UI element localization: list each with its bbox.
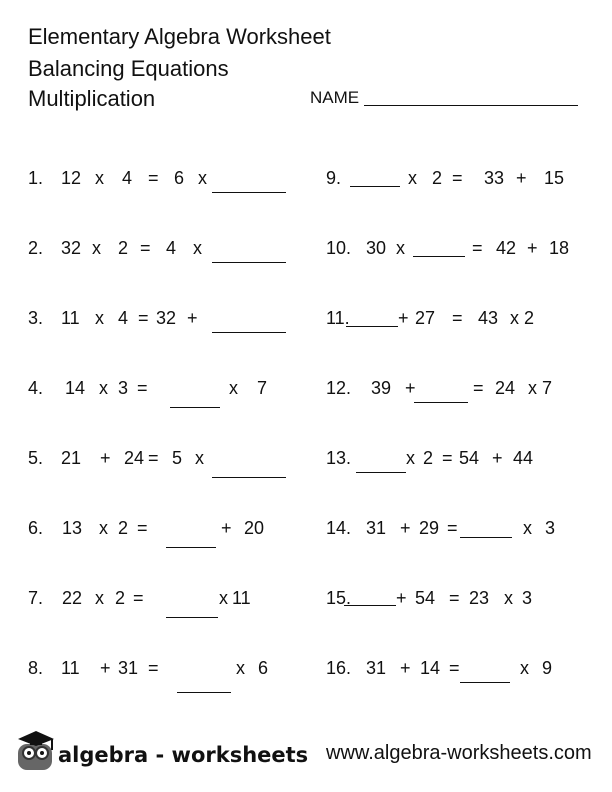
equation-term: 9 [542,658,553,678]
problem-number: 7. [28,588,44,608]
equation-term: 20 [244,518,265,538]
answer-blank[interactable] [212,192,286,193]
equation-term: 14 [65,378,86,398]
equation-term: 2 [118,238,129,258]
equation-term: 11 [61,658,80,678]
equation-term: 54 [415,588,436,608]
equation-term: 3 [118,378,129,398]
equation-term: 24 [495,378,516,398]
equation-term: 14 [420,658,441,678]
equation-term: x [236,658,245,678]
worksheet-subtitle: Balancing Equations [28,56,229,81]
equation-term: + [221,518,232,538]
equation-term: = [148,448,159,468]
problem-number: 10. [326,238,352,258]
problem-number: 15. [326,588,352,608]
equation-term: x [219,588,228,608]
equation-term: x [198,168,207,188]
equation-term: 3 [522,588,533,608]
equation-term: = [140,238,151,258]
equation-term: = [449,588,460,608]
equation-term: 6 [258,658,269,678]
answer-blank[interactable] [212,477,286,478]
equation-term: x [510,308,519,328]
equation-term: 23 [469,588,490,608]
equation-term: 24 [124,448,145,468]
problem-number: 14. [326,518,352,538]
equation-term: + [516,168,527,188]
equation-term: 2 [115,588,126,608]
equation-term: + [398,308,409,328]
equation-term: = [148,658,159,678]
website-url[interactable]: www.algebra-worksheets.com [326,742,592,764]
equation-term: = [148,168,159,188]
problem-number: 13. [326,448,352,468]
algebra-worksheets-logo [14,728,309,772]
equation-term: 15 [544,168,565,188]
equation-term: 22 [62,588,83,608]
equation-term: = [449,658,460,678]
equation-term: 7 [257,378,268,398]
equation-term: x [520,658,529,678]
answer-blank[interactable] [414,402,468,403]
equation-term: 3 [545,518,556,538]
equation-term: x [99,518,108,538]
equation-term: = [137,378,148,398]
answer-blank[interactable] [166,547,216,548]
equation-term: 44 [513,448,534,468]
equation-term: 27 [415,308,436,328]
equation-term: x [99,378,108,398]
equation-term: 32 [156,308,177,328]
answer-blank[interactable] [170,407,220,408]
equation-term: + [187,308,198,328]
answer-blank[interactable] [460,682,510,683]
equation-term: 6 [174,168,185,188]
equation-term: 42 [496,238,517,258]
equation-term: 18 [549,238,570,258]
equation-term: x [195,448,204,468]
equation-term: 12 [61,168,82,188]
equation-term: = [447,518,458,538]
problem-number: 8. [28,658,44,678]
equation-term: x [92,238,101,258]
equation-term: + [400,658,411,678]
equation-term: 2 [118,518,129,538]
equation-term: 31 [366,518,387,538]
equation-term: 13 [62,518,83,538]
equation-term: 32 [61,238,82,258]
equation-term: 31 [366,658,387,678]
equation-term: = [133,588,144,608]
name-field[interactable] [364,105,578,106]
equation-term: + [396,588,407,608]
equation-term: x [95,588,104,608]
problem-number: 11. [326,308,350,328]
answer-blank[interactable] [413,256,465,257]
equation-term: 30 [366,238,387,258]
equation-term: 54 [459,448,480,468]
name-label: NAME [310,88,360,107]
equation-term: 29 [419,518,440,538]
equation-term: = [452,168,463,188]
equation-term: x [408,168,417,188]
equation-term: + [405,378,416,398]
equation-term: x [406,448,415,468]
equation-term: 4 [166,238,177,258]
answer-blank[interactable] [344,605,396,606]
answer-blank[interactable] [212,262,286,263]
equation-term: = [442,448,453,468]
equation-term: 21 [61,448,82,468]
equation-term: = [137,518,148,538]
equation-term: 11 [61,308,80,328]
equation-term: 2 [524,308,535,328]
equation-term: + [400,518,411,538]
equation-term: = [452,308,463,328]
equation-term: x [523,518,532,538]
equation-term: = [473,378,484,398]
equation-term: 4 [122,168,133,188]
answer-blank[interactable] [350,186,400,187]
equation-term: = [138,308,149,328]
equation-term: x [193,238,202,258]
problem-number: 1. [28,168,44,188]
equation-term: 4 [118,308,129,328]
equation-term: x [95,308,104,328]
problem-number: 5. [28,448,44,468]
equation-term: x [528,378,537,398]
answer-blank[interactable] [346,326,398,327]
problem-number: 2. [28,238,44,258]
answer-blank[interactable] [212,332,286,333]
equation-term: + [527,238,538,258]
equation-term: 5 [172,448,183,468]
problem-number: 4. [28,378,44,398]
equation-term: + [492,448,503,468]
answer-blank[interactable] [460,537,512,538]
worksheet-topic: Multiplication [28,86,156,111]
equation-term: 31 [118,658,139,678]
equation-term: 2 [432,168,443,188]
answer-blank[interactable] [356,472,406,473]
equation-term: x [95,168,104,188]
problem-number: 6. [28,518,44,538]
logo-text: algebra - worksheets [58,743,309,767]
equation-term: x [504,588,513,608]
equation-term: x [229,378,238,398]
equation-term: 11 [232,588,251,608]
answer-blank[interactable] [166,617,218,618]
equation-term: 7 [542,378,553,398]
equation-term: x [396,238,405,258]
equation-term: + [100,448,111,468]
equation-term: + [100,658,111,678]
equation-term: = [472,238,483,258]
equation-term: 39 [371,378,392,398]
equation-term: 43 [478,308,499,328]
graduate-owl-icon [18,731,54,770]
problem-number: 3. [28,308,44,328]
worksheet-title: Elementary Algebra Worksheet [28,24,331,49]
equation-term: 2 [423,448,434,468]
problem-number: 9. [326,168,342,188]
problem-number: 12. [326,378,352,398]
equation-term: 33 [484,168,505,188]
problem-number: 16. [326,658,352,678]
answer-blank[interactable] [177,692,231,693]
